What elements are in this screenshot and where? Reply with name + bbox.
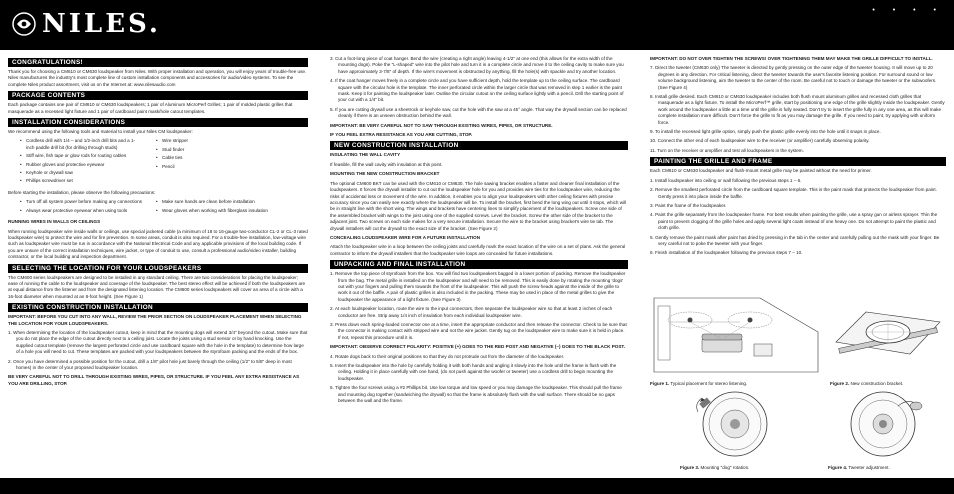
bracket-illustration xyxy=(830,292,946,376)
figure-2-caption: Figure 2. New construction bracket. xyxy=(830,381,904,386)
mounting-dog-illustration xyxy=(680,386,790,460)
precautions-list-right xyxy=(156,199,278,216)
existing-warning: BE VERY CAREFUL NOT TO DRILL THROUGH EXISTING WIRES, PIPES, OR STRUCTURE. IF YOU FEEL ANY EXTRA RESISTANCE AS YOU ARE DRILLING, STOP. xyxy=(8,374,300,386)
column-3 xyxy=(650,56,946,260)
list-item: • Cable ties xyxy=(156,155,278,161)
list-item: • Rubber gloves and protective eyewear xyxy=(20,162,142,168)
section-package-contents-heading: PACKAGE CONTENTS xyxy=(8,91,308,100)
step-item: 3. Press down each spring-loaded connector one at a time, insert the appropriate conductor and then release the connector. Check to be sure that the connector is making contact with stripped wire and not the wire jacket. Gently tug on the loudspeaker wire to make sure it is held in place. If not, repeat this procedure until it is. xyxy=(330,322,627,340)
step-item: 2. Remove the smallest perforated circle from the cardboard square template. This is the paint mask that protects the loudspeaker from paint. Gently press it into place inside the baffle. xyxy=(650,187,937,199)
tweeter-adjustment-illustration xyxy=(828,386,938,460)
section-installation-considerations-heading: INSTALLATION CONSIDERATIONS xyxy=(8,118,308,127)
step-item: 11. Turn on the receiver or amplifier and test all loudspeakers in the system. xyxy=(650,147,804,153)
step-item: 2. Once you have determined a possible position for the cutout, drill a 1/8" pilot hole just barely through the ceiling (1/2" to 5/8" deep in most homes) in the center of your proposed loudspeaker location. xyxy=(8,358,292,370)
step-item: 6. Tighten the four screws using a #2 Phillips bit. Use low torque and low speed or you may damage the loudspeaker. This should pull the frame and mounting dog together (sandwiching the drywall) so that the frame is absolutely flush with the wall surface. There should be no gaps between the wall and the frame. xyxy=(330,385,622,404)
step-item: 7. Direct the tweeter (CM630 only) The tweeter is directed by gently pressing on the outer edge of the tweeter housing. It will move up to 20 degrees in any direction. For critical listening, direct the tweeter towards the user's favorite listening position. For surround sound or low volume background listening, aim the tweeter to the center of the room. Be careful not to touch or damage the tweeter or the subwoofers. (See Figure 4) xyxy=(650,65,937,90)
list-item: • Always wear protective eyewear when using tools xyxy=(20,208,142,214)
painting-intro: Each CM610 or CM630 loudspeaker and flush-mount metal grille may be painted without the need for primer. xyxy=(650,168,872,174)
niles-logo-icon xyxy=(12,12,36,36)
unpacking-steps-list xyxy=(330,271,628,341)
figures-area xyxy=(650,292,946,472)
polarity-note: IMPORTANT: OBSERVE CORRECT POLARITY: POSITIVE (+) GOES TO THE RED POST AND NEGATIVE (–) GOES TO THE BLACK POST. xyxy=(330,344,626,350)
section-existing-construction-heading: EXISTING CONSTRUCTION INSTALLATION xyxy=(8,303,308,312)
existing-important-note: IMPORTANT: BEFORE YOU CUT INTO ANY WALL, REVIEW THE PRIOR SECTION ON LOUDSPEAKER PLACEMENT WHEN SELECTING THE LOCATION FOR YOUR LOUDSPEAKERS. xyxy=(8,314,302,326)
saw-warning: IMPORTANT: BE VERY CAREFUL NOT TO SAW THROUGH EXISTING WIRES, PIPES, OR STRUCTURE. xyxy=(330,122,553,128)
step-item: 5. Gently remove the paint mask after paint has dried by pressing in the tab in the center and carefully pulling out the mask with your finger. Be very careful not to poke the tweeter with your finger. xyxy=(650,234,940,246)
figure-4-caption: Figure 4. Tweeter adjustment. xyxy=(828,465,890,470)
overtighten-warning: IMPORTANT: DO NOT OVER TIGHTEN THE SCREWS! OVER TIGHTENING THEM MAY MAKE THE GRILLE DIFFICULT TO INSTALL. xyxy=(650,56,933,61)
step-item: 6. Finish installation of the loudspeaker following the previous steps 7 – 10. xyxy=(650,250,803,256)
insulating-text: If feasible, fill the wall cavity with insulation at this point. xyxy=(330,161,443,167)
final-steps-list xyxy=(330,354,628,405)
insulating-heading: INSULATING THE WALL CAVITY xyxy=(330,152,401,158)
tools-list-right xyxy=(156,138,278,186)
list-item: • Keyhole or drywall saw xyxy=(20,170,142,176)
cutout-steps-list xyxy=(330,56,628,120)
painting-steps-list xyxy=(650,178,946,257)
list-item: • Pencil xyxy=(156,164,278,170)
list-item: • Turn off all system power before making any connections xyxy=(20,199,142,205)
grille-steps-list xyxy=(650,65,946,154)
running-wires-text: When running loudspeaker wire inside walls or ceilings, use special jacketed cable (a minimum of 18 to 16-gauge two-conductor CL-2 or CL-3 rated loudspeaker wire) to protect the wire and for fire prevention. In some areas, conduit is also required. For a trouble-free installation, low-voltage wire such as loudspeaker wire must be run in accordance with the National Electrical Code and any applicable provisions of the local building code. If you are unsure of the correct installation techniques, wire jacket, or type of conduit to use, consult a professional audio/video installer, building contractor, or the local building and inspection department. xyxy=(8,228,308,260)
list-item: • Stiff wire, fish tape or glow rods for routing cables xyxy=(20,153,142,159)
brand-name: NILES. xyxy=(42,9,161,39)
mounting-bracket-heading: MOUNTING THE NEW CONSTRUCTION BRACKET xyxy=(330,171,440,177)
step-item: 1. When determining the location of the loudspeaker cutout, keep in mind that the mounting dogs will extend 3/4" beyond the cutout. Make sure that you do not place the edge of the cutout directly next to a ceiling joist. Locate the joists using a stud sensor or by hand knocking. Use the supplied cutout template (remove the largest perforated circle and use cardboard square with the hole in the template) to determine how large of a hole you will need to cut. These templates are packed with your loudspeakers between the styrofoam packing and the ends of the box. xyxy=(8,329,308,355)
header-dots: • • • • xyxy=(872,7,944,14)
section-congratulations-heading: CONGRATULATIONS! xyxy=(8,58,308,67)
precautions-intro: Before starting the installation, please observe the following precautions: xyxy=(8,189,156,195)
list-item: • Wire stripper xyxy=(156,138,278,144)
figure-1-caption: Figure 1. Typical placement for stereo listening. xyxy=(650,381,748,386)
section-unpacking-heading: UNPACKING AND FINAL INSTALLATION xyxy=(330,260,628,269)
figure-2 xyxy=(830,292,946,384)
running-wires-heading: RUNNING WIRES IN WALLS OR CEILINGS xyxy=(8,219,101,225)
figure-1 xyxy=(650,292,820,384)
step-item: 3. Cut a foot-long piece of coat hanger. Bend the wire (creating a right angle) leaving 4-1/2" at one end (this allows for the extra width of the mounting dogs). Poke the "L-shaped" wire into the pilot hole and turn it in a complete circle and move it to the ceiling cavity to make sure you have approximately 3-7/8" of depth. If the wire's movement is obstructed by anything, fill the hole(s) with spackle and try another location. xyxy=(330,56,624,74)
step-item: 1. Remove the top piece of styrofoam from the box. You will find two loudspeakers bagged in a lower portion of packing. Remove the loudspeaker from the bag. The metal grille is installed on the loudspeaker and will need to be removed. This is easily done by rotating the mounting 'dogs' out with your fingers and pulling them towards the front of the loudspeaker. This will push the screw heads against the inside of the grille to work it out of the baffle. A pair of plastic grilles is also included in the packing. These may be used in place of the metal grilles to give the loudspeaker the appearance of a light fixture. (See Figure 3) xyxy=(330,271,626,302)
step-item: 4. If the coat hanger moves freely in a complete circle and you have sufficient depth, hold the template up to the ceiling surface. The cardboard square with the circular hole is the template. The inner perforated circle within the larger circle that was removed in step 1 earlier is the paint mask. Keep it for painting the loudspeaker later. Outline the circular cutout on the ceiling surface lightly with a pencil. Drill the starting point of your cut with a 1/4" bit. xyxy=(330,78,624,103)
column-2 xyxy=(330,56,628,407)
section-painting-heading: PAINTING THE GRILLE AND FRAME xyxy=(650,157,946,166)
section-location-heading: SELECTING THE LOCATION FOR YOUR LOUDSPEAKERS xyxy=(8,264,308,273)
step-item: 8. Install grille desired. Each CM610 or CM630 loudspeaker includes both flush mount aluminum grilles and recessed cloth grilles that masquerade as a light fixture. To install the MicroPerf™ grille, start by positioning one edge of the grille slightly inside the loudspeaker. Gently work around the loudspeaker a little at a time until the grille is fully seated. Don't try to insert the grille fully in any one area, as this will make complete installation more difficult. Don't force the grille to fit as you may damage the grille. If you need to paint, try applying with uniform force. xyxy=(650,94,945,125)
concealing-wire-text: Attach the loudspeaker wire in a loop between the ceiling joists and carefully mark the exact location of the wire on a set of plans. Ask the general contractor to inform the drywall installers that the loudspeaker wire loops are concealed for future installations. xyxy=(330,244,626,256)
existing-steps-list xyxy=(8,330,308,371)
column-1 xyxy=(8,56,308,390)
step-item: 4. Paint the grille separately from the loudspeaker frame. For best results when painting the grille, use a spray gun or airless sprayer. Thin the paint to prevent clogging of the grille holes and apply several light coats instead of one heavy one. Do not attempt to paint the plastic and cloth grille. xyxy=(650,212,938,231)
step-item: 5. If you are cutting drywall use a sheetrock or keyhole saw, cut the hole with the saw at a 45° angle. That way the drywall section can be replaced cleanly if there is an unseen obstruction behind the wall. xyxy=(330,106,627,119)
precautions-list xyxy=(8,199,308,216)
tools-list-left xyxy=(20,138,142,186)
concealing-wire-heading: CONCEALING LOUDSPEAKER WIRE FOR A FUTURE INSTALLATION xyxy=(330,234,481,240)
package-contents-text: Each package contains one pair of CM610 or CM630 loudspeakers; 1 pair of Aluminum MicroPerf Grilles; 1 pair of molded plastic grilles that masquerade as a recessed light fixture and 1 pair of cardboard paint mask/hole cutout templates. xyxy=(8,102,293,114)
list-item: • Stud finder xyxy=(156,147,278,153)
list-item: • Make sure hands are clean before installation xyxy=(156,199,278,205)
list-item: • Wear gloves when working with fiberglass insulation xyxy=(156,208,278,214)
figure-4 xyxy=(828,386,946,470)
congratulations-text: Thank you for choosing a CM610 or CM630 loudspeaker from Niles. With proper installation and operation, you will enjoy years of trouble-free use. Niles manufactures the industry's most complete line of custom installation components and accessories for audio/video systems. To see the complete Niles product assortment, visit us on the Internet at: www.nilesaudio.com xyxy=(8,69,307,87)
figure-3 xyxy=(680,386,820,470)
footer-bar xyxy=(0,478,954,494)
list-item: • Cordless drill with 1/4 – and 1/2-inch drill bits and a 1-inch paddle drill bit (for drilling through studs) xyxy=(20,138,142,151)
section-new-construction-heading: NEW CONSTRUCTION INSTALLATION xyxy=(330,141,628,150)
brand-logo xyxy=(12,9,161,39)
tools-intro: We recommend using the following tools and material to install your Niles CM loudspeaker: xyxy=(8,129,193,135)
list-item: • Phillips screwdriver set xyxy=(20,178,142,184)
step-item: 1. Install loudspeaker into ceiling or wall following the previous steps 1 – 6. xyxy=(650,177,802,183)
step-item: 2. At each loudspeaker location, route the wire to the input connectors, then separate the loudspeaker wire so that at least 2 inches of each conductor are free. Strip away 1/4 inch of insulation from each individual loudspeaker wire. xyxy=(330,306,613,318)
step-item: 10. Connect the other end of each loudspeaker wire to the receiver (or amplifier) carefully observing polarity. xyxy=(650,138,870,144)
step-item: 9. To install the recessed light grille option, simply push the plastic grille evenly into the hole until it snaps in place. xyxy=(650,129,881,135)
precautions-list-left xyxy=(20,199,142,216)
header-bar xyxy=(0,0,954,50)
tools-list xyxy=(8,138,308,186)
step-item: 4. Rotate dogs back to their original positions so that they do not protrude out from the diameter of the loudspeaker. xyxy=(330,353,565,359)
mounting-bracket-text: The optional CM600 BKT can be used with the CM610 or CM630. The hole sawing bracket enables a faster and cleaner final installation of the loudspeakers. It forces the drywall installer to cut out the loudspeaker hole for you and provides wire ties for the loudspeaker wire, reducing the risks of accidental loss or movement of the wire. In addition, it enables you to align your loudspeakers with other ceiling fixtures with precise accuracy since you can easily see exactly where the loudspeaker will be. To install the bracket, first bend the long wing out until it stops, which will be in straight line with the short wing. The wings and brackets have centering lines to simplify placement of the loudspeakers. Screw one side of the assembled bracket with wings to the joist using one of the supplied screws. Level the bracket. Screw the other side of the bracket to the adjacent joist. Two screws on each side makes for a very secure installation. Secure the wire to the bracket using bracket's wire tie tab. The drywall installers will cut the drywall to the exact size of the bracket. (See Figure 2) xyxy=(330,180,627,231)
step-item: 3. Paint the frame of the loudspeaker. xyxy=(650,202,727,208)
location-text: The CM600 series loudspeakers are designed to be installed in any standard ceiling. There are two considerations for placing the loudspeaker; ease of running the cable to the loudspeaker and coverage of the loudspeaker. The best stereo effect will be achieved if both the loudspeakers are at equal distance from the listener and from the designated listening location. The CM600 series loudspeakers will cover an area of a circle with a 16-foot diameter when mounted at an 8-foot height. (See Figure 1) xyxy=(8,274,306,299)
room-placement-illustration xyxy=(650,292,820,376)
figure-3-caption: Figure 3. Mounting "dog" rotation. xyxy=(680,465,750,470)
resistance-warning: IF YOU FEEL EXTRA RESISTANCE AS YOU ARE CUTTING, STOP. xyxy=(330,132,473,138)
step-item: 5. Insert the loudspeaker into the hole by carefully holding it with both hands and angling it slowly into the hole until the frame is flush with the ceiling. Holding it in place carefully with one hand, (do not push against the woofer or tweeter) use a cordless drill to begin mounting the loudspeaker. xyxy=(330,363,617,381)
